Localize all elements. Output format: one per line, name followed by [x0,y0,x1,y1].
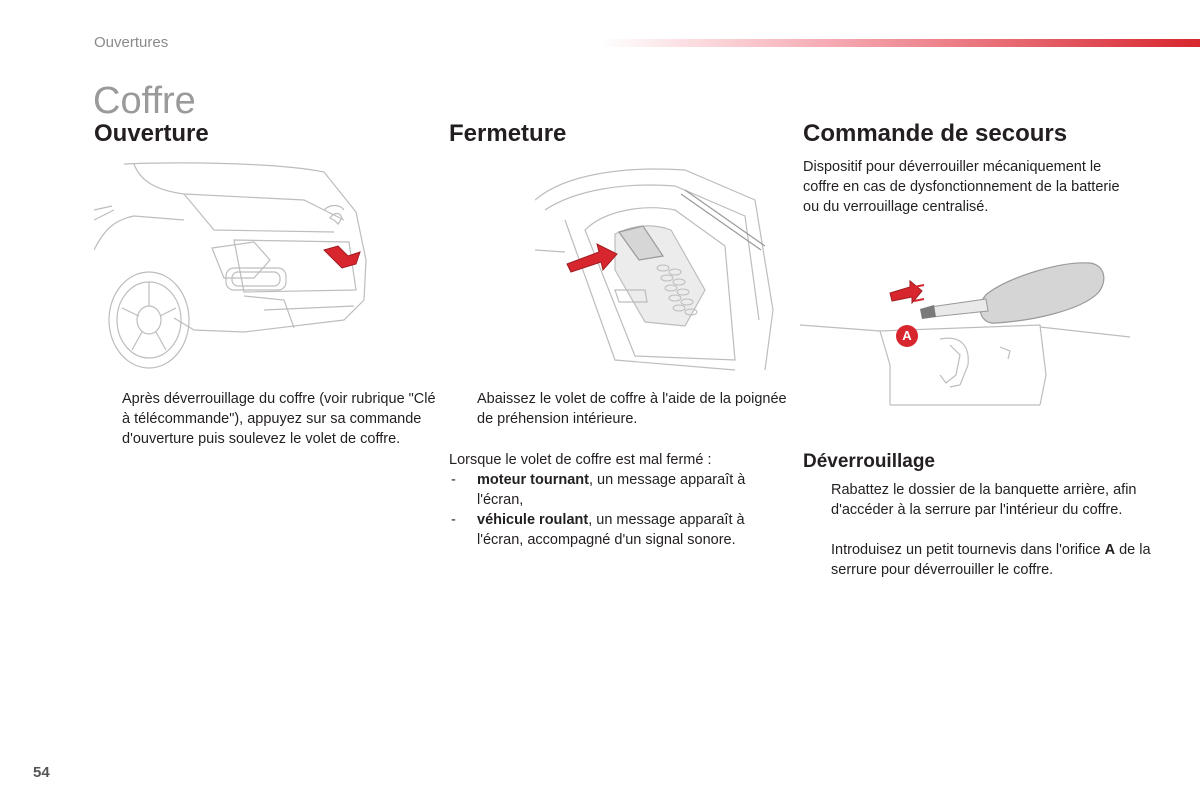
page-number: 54 [33,764,50,781]
tailgate-interior-illustration [535,160,775,378]
warning-item-engine-running: - moteur tournant, un message apparaît à l'écran, [451,472,746,508]
header-accent-bar [600,39,1200,47]
secours-description: Dispositif pour déverrouiller mécaniquement le coffre en cas de dysfonctionnement de la batterie ou du verrouillage centralisé. [803,159,1120,215]
orifice-a-marker: A [896,325,918,347]
deverrouillage-step-1: Rabattez le dossier de la banquette arrière, afin d'accéder à la serrure par l'intérieur du coffre. [831,482,1137,518]
heading-ouverture: Ouverture [94,120,209,147]
ouverture-instruction: Après déverrouillage du coffre (voir rubrique "Clé à télécommande"), appuyez sur sa commande d'ouverture puis soulevez le volet de coffre. [122,391,436,447]
fermeture-instruction: Abaissez le volet de coffre à l'aide de la poignée de préhension intérieure. [477,391,787,427]
section-label: Ouvertures [94,34,169,51]
car-rear-illustration [94,160,374,372]
emergency-unlock-illustration [800,255,1132,417]
fermeture-warning-block [449,450,761,550]
heading-fermeture: Fermeture [449,120,567,147]
heading-deverrouillage: Déverrouillage [803,451,935,472]
page-title: Coffre [93,80,196,122]
fermeture-intro: Lorsque le volet de coffre est mal fermé : [449,452,712,468]
warning-item-vehicle-moving: - véhicule roulant, un message apparaît à l'écran, accompagné d'un signal sonore. [451,512,745,548]
heading-commande-secours: Commande de secours [803,120,1068,147]
deverrouillage-step-2: Introduisez un petit tournevis dans l'orifice A de la serrure pour déverrouiller le coffre. [831,542,1151,578]
